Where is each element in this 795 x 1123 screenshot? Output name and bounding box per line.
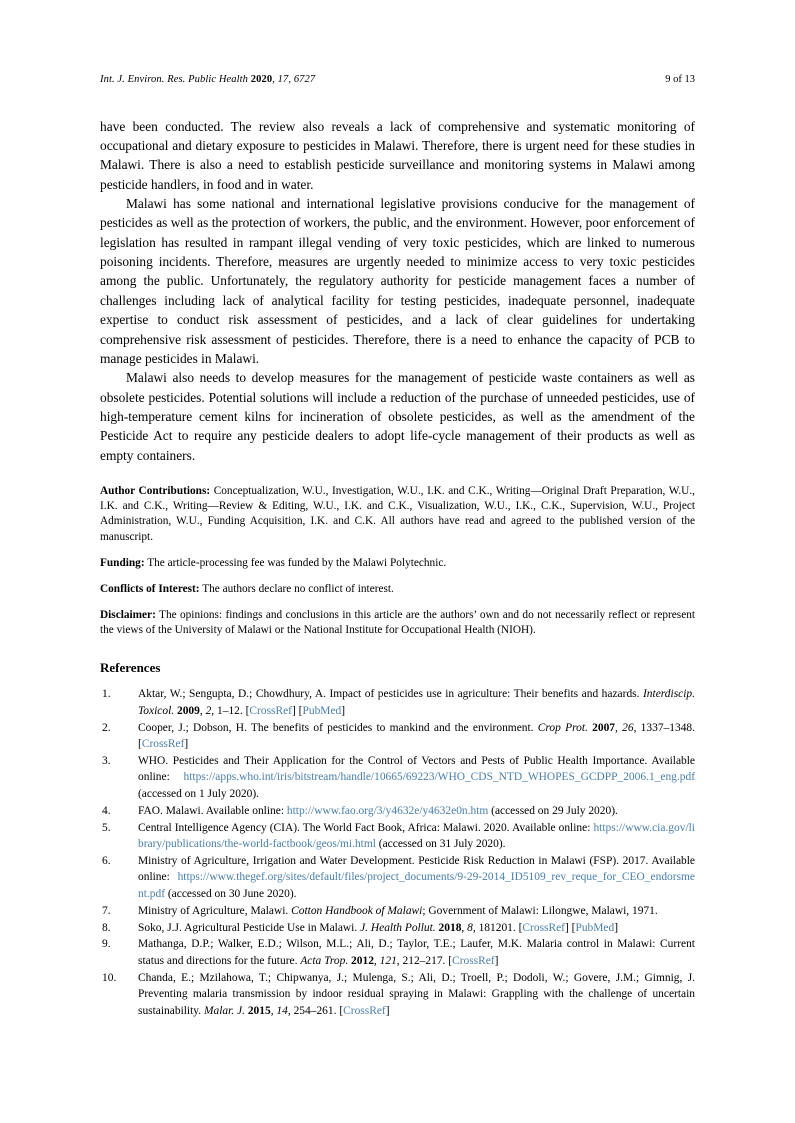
- disclaimer: [100, 608, 695, 638]
- reference-item: [100, 920, 695, 936]
- reference-number: 7.: [102, 904, 111, 917]
- reference-text: , 1–12. [: [211, 704, 250, 717]
- back-matter: [100, 484, 695, 639]
- reference-item: [100, 820, 695, 853]
- journal-comma-2: ,: [288, 74, 292, 85]
- reference-link-crossref[interactable]: CrossRef: [522, 921, 565, 934]
- reference-text: Mathanga, D.P.; Walker, E.D.; Wilson, M.L.; Ali, D.; Taylor, T.E.; Laufer, M.K. Malaria control in Malawi: Current status and directions for the future.: [138, 938, 695, 967]
- reference-url[interactable]: https://apps.who.int/iris/bitstream/handle/10665/69223/WHO_CDS_NTD_WHOPES_GCDPP_2006.1_eng.pdf: [183, 771, 695, 784]
- journal-volume: 17: [277, 74, 289, 85]
- reference-number: 5.: [102, 821, 111, 834]
- conflicts-text: The authors declare no conflict of interest.: [202, 583, 394, 595]
- reference-text: ]: [341, 704, 346, 717]
- reference-text: ,: [373, 954, 380, 967]
- reference-italic: Crop Prot.: [537, 721, 588, 734]
- reference-item: [100, 686, 695, 719]
- reference-text: Aktar, W.; Sengupta, D.; Chowdhury, A. Impact of pesticides use in agriculture: Their benefits and hazards.: [138, 688, 643, 701]
- author-contributions-label: Author Contributions:: [100, 485, 211, 498]
- funding-label: Funding:: [100, 556, 145, 569]
- reference-text: ]: [385, 1004, 390, 1017]
- reference-number: 2.: [102, 721, 111, 734]
- page-content: [100, 74, 695, 1020]
- reference-year: 2007: [592, 721, 616, 734]
- reference-italic: 2: [205, 704, 212, 717]
- reference-item: [100, 970, 695, 1019]
- reference-text: , 212–217. [: [396, 954, 453, 967]
- reference-text: Central Intelligence Agency (CIA). The World Fact Book, Africa: Malawi. 2020. Available online:: [138, 821, 594, 834]
- reference-text: , 254–261. [: [287, 1004, 344, 1017]
- reference-text: ]: [614, 921, 619, 934]
- paragraph-continuation: have been conducted. The review also reveals a lack of comprehensive and systematic monitoring of occupational and dietary exposure to pesticides in Malawi. Therefore, there is urgent need for these studies in Malawi. There is also a need to establish pesticide surveillance and monitoring systems in Malawi among pesticide handlers, in food and in water.: [100, 118, 695, 192]
- reference-link-crossref[interactable]: CrossRef: [249, 704, 292, 717]
- reference-item: [100, 853, 695, 902]
- reference-italic: Cotton Handbook of Malawi: [291, 904, 423, 917]
- reference-text: Ministry of Agriculture, Irrigation and Water Development. Pesticide Risk Reduction in Malawi (FSP). 2017. Available online:: [138, 854, 695, 884]
- reference-number: 10.: [102, 971, 117, 984]
- journal-name: Int. J. Environ. Res. Public Health: [100, 74, 249, 85]
- reference-year: 2018: [438, 921, 462, 934]
- body-text: [100, 117, 695, 465]
- reference-text: ] [: [292, 704, 303, 717]
- running-head-citation: [100, 74, 315, 87]
- reference-italic: Interdiscip. Toxicol.: [138, 688, 695, 717]
- reference-text: Chanda, E.; Mzilahowa, T.; Chipwanya, J.; Mulenga, S.; Ali, D.; Troell, P.; Dodoli, W.; Govere, J.M.; Gimnig, J. Preventing malaria transmission by indoor residual spraying in Malawi: Grappling with the challenge of uncertain sustainability.: [138, 971, 695, 1017]
- reference-item: [100, 720, 695, 753]
- reference-link-crossref[interactable]: CrossRef: [452, 954, 495, 967]
- reference-number: 1.: [102, 688, 111, 701]
- reference-year: 2015: [247, 1004, 271, 1017]
- reference-item: [100, 753, 695, 802]
- reference-italic: J. Health Pollut.: [360, 921, 436, 934]
- reference-text: (accessed on 1 July 2020).: [138, 787, 260, 800]
- reference-text: ]: [184, 737, 189, 750]
- reference-text: FAO. Malawi. Available online:: [138, 804, 287, 817]
- reference-text: (accessed on 29 July 2020).: [488, 804, 618, 817]
- reference-year: 2012: [351, 954, 374, 967]
- reference-italic: 26: [622, 721, 634, 734]
- conflicts-label: Conflicts of Interest:: [100, 583, 200, 595]
- reference-text: ,: [199, 704, 206, 717]
- journal-comma-1: ,: [272, 74, 275, 85]
- reference-text: ; Government of Malawi: Lilongwe, Malawi, 1971.: [422, 904, 658, 917]
- reference-number: 3.: [102, 754, 111, 767]
- reference-text: (accessed on 30 June 2020).: [165, 887, 297, 900]
- reference-url[interactable]: http://www.fao.org/3/y4632e/y4632e0n.htm: [286, 804, 489, 817]
- reference-url[interactable]: https://www.thegef.org/sites/default/files/project_documents/9-29-2014_ID5109_rev_reque_for_CEO_endorsment.pdf: [138, 871, 695, 900]
- reference-url[interactable]: https://www.cia.gov/library/publications/the-world-factbook/geos/mi.html: [138, 821, 695, 850]
- references-heading: References: [100, 659, 161, 675]
- reference-year: 2009: [176, 704, 200, 717]
- reference-text: ,: [270, 1004, 277, 1017]
- reference-link-pubmed[interactable]: PubMed: [575, 921, 615, 934]
- reference-italic: 14: [276, 1004, 288, 1017]
- funding-text: The article-processing fee was funded by the Malawi Polytechnic.: [147, 556, 447, 569]
- reference-link-crossref[interactable]: CrossRef: [343, 1004, 386, 1017]
- references-list: [100, 686, 695, 1019]
- funding: [100, 556, 695, 571]
- journal-year: 2020: [250, 74, 273, 85]
- journal-article-number: 6727: [293, 74, 316, 85]
- reference-link-crossref[interactable]: CrossRef: [141, 737, 185, 750]
- reference-text: ,: [461, 921, 468, 934]
- reference-item: [100, 803, 695, 819]
- disclaimer-label: Disclaimer:: [100, 609, 156, 622]
- reference-number: 6.: [102, 854, 111, 867]
- reference-text: Cooper, J.; Dobson, H. The benefits of pesticides to mankind and the environment.: [138, 721, 538, 734]
- reference-text: Soko, J.J. Agricultural Pesticide Use in Malawi.: [138, 921, 361, 934]
- paragraph-legislation: Malawi has some national and international legislative provisions conducive for the management of pesticides as well as the protection of workers, the public, and the environment. However, poor enforcement of legislation has resulted in rampant illegal vending of very toxic pesticides, which are linked to numerous poisoning incidents. Therefore, measures are urgently needed to minimize access to very toxic pesticides among the public. Unfortunately, the regulatory authority for pesticide management faces a number of challenges including lack of analytical facility for testing pesticides, inadequate personnel, inadequate expertise to conduct risk assessment of pesticides, and a lack of clear guidelines for undertaking comprehensive risk assessment of pesticides. Therefore, there is a need to enhance the capacity of PCB to manage pesticides in Malawi.: [100, 196, 695, 366]
- reference-item: [100, 903, 695, 919]
- paragraph-waste-containers: Malawi also needs to develop measures for the management of pesticide waste containers as well as obsolete pesticides. Potential solutions will include a reduction of the purchase of unneeded pesticides, use of high-temperature cement kilns for incineration of obsolete pesticides, as well as the amendment of the Pesticide Act to require any pesticide dealers to adopt life-cycle management of their products as well as empty containers.: [100, 370, 695, 463]
- page-indicator: 9 of 13: [665, 74, 695, 85]
- reference-text: Ministry of Agriculture, Malawi.: [138, 904, 292, 917]
- reference-italic: Malar. J.: [203, 1004, 245, 1017]
- reference-italic: Acta Trop.: [300, 954, 349, 967]
- author-contributions-text: Conceptualization, W.U., Investigation, W.U., I.K. and C.K., Writing—Original Draft Preparation, W.U., I.K. and C.K., Writing—Review & Editing, W.U., I.K. and C.K., Visualization, W.U., I.K., C.K., Supervision, W.U., Project Administration, W.U., Funding Acquisition, I.K. and C.K. All authors have read and agreed to the published version of the manuscript.: [100, 485, 695, 543]
- reference-text: ,: [615, 721, 623, 734]
- reference-text: , 1337–1348. [: [138, 721, 695, 750]
- running-head: [100, 74, 695, 87]
- reference-text: ]: [494, 954, 499, 967]
- conflicts-of-interest: [100, 582, 695, 597]
- reference-number: 4.: [102, 804, 111, 817]
- disclaimer-text: The opinions: findings and conclusions in this article are the authors’ own and do not necessarily reflect or represent the views of the University of Malawi or the National Institute for Occupational Health (NIOH).: [100, 609, 695, 637]
- reference-italic: 121: [379, 954, 397, 967]
- reference-item: [100, 936, 695, 969]
- author-contributions: [100, 484, 695, 545]
- reference-number: 9.: [102, 938, 111, 951]
- reference-text: WHO. Pesticides and Their Application for the Control of Vectors and Pests of Public Health Importance. Available online:: [138, 754, 695, 784]
- reference-italic: 8: [467, 921, 473, 934]
- reference-text: , 181201. [: [472, 921, 523, 934]
- reference-text: ] [: [564, 921, 576, 934]
- reference-number: 8.: [102, 921, 111, 934]
- reference-text: (accessed on 31 July 2020).: [375, 837, 506, 850]
- reference-link-pubmed[interactable]: PubMed: [302, 704, 342, 717]
